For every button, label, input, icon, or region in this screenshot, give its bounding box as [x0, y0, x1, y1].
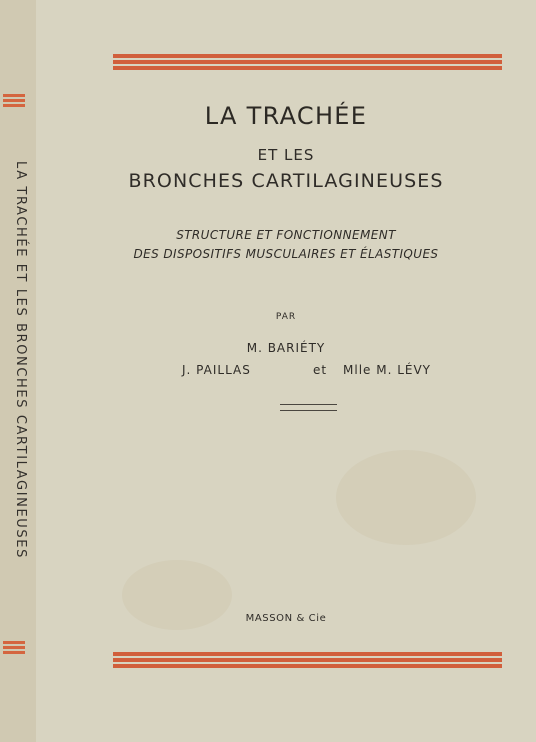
- separator-line: [280, 404, 337, 405]
- book-subtitle: BRONCHES CARTILAGINEUSES: [128, 170, 444, 192]
- separator-line: [280, 410, 337, 411]
- author-paillas: J. PAILLAS: [182, 363, 251, 377]
- description-line-2: DES DISPOSITIFS MUSCULAIRES ET ÉLASTIQUES: [133, 247, 439, 261]
- spine-top-bars: [3, 94, 25, 109]
- author-bariety: M. BARIÉTY: [246, 341, 326, 355]
- author-levy: Mlle M. LÉVY: [343, 363, 432, 377]
- book-subtitle-connector: ET LES: [257, 146, 315, 164]
- front-cover: [36, 0, 536, 742]
- author-conjunction: et: [313, 363, 328, 377]
- spine-top-bar: [3, 104, 25, 107]
- red-rule: [113, 658, 502, 662]
- spine-top-bar: [3, 99, 25, 102]
- spine-title: LA TRACHÉE ET LES BRONCHES CARTILAGINEUSES: [13, 161, 28, 559]
- book-title: LA TRACHÉE: [204, 102, 368, 130]
- book-spine: [0, 0, 37, 742]
- paper-stain: [336, 450, 476, 545]
- spine-bottom-bars: [3, 641, 25, 656]
- top-red-rules: [113, 54, 502, 72]
- red-rule: [113, 652, 502, 656]
- spine-bottom-bar: [3, 651, 25, 654]
- by-label: PAR: [275, 312, 297, 322]
- red-rule: [113, 664, 502, 668]
- red-rule: [113, 54, 502, 58]
- bottom-red-rules: [113, 652, 502, 670]
- spine-bottom-bar: [3, 641, 25, 644]
- double-line-separator: [280, 404, 337, 416]
- red-rule: [113, 66, 502, 70]
- red-rule: [113, 60, 502, 64]
- publisher: MASSON & Cie: [245, 613, 327, 624]
- spine-top-bar: [3, 94, 25, 97]
- description-line-1: STRUCTURE ET FONCTIONNEMENT: [176, 228, 396, 242]
- spine-bottom-bar: [3, 646, 25, 649]
